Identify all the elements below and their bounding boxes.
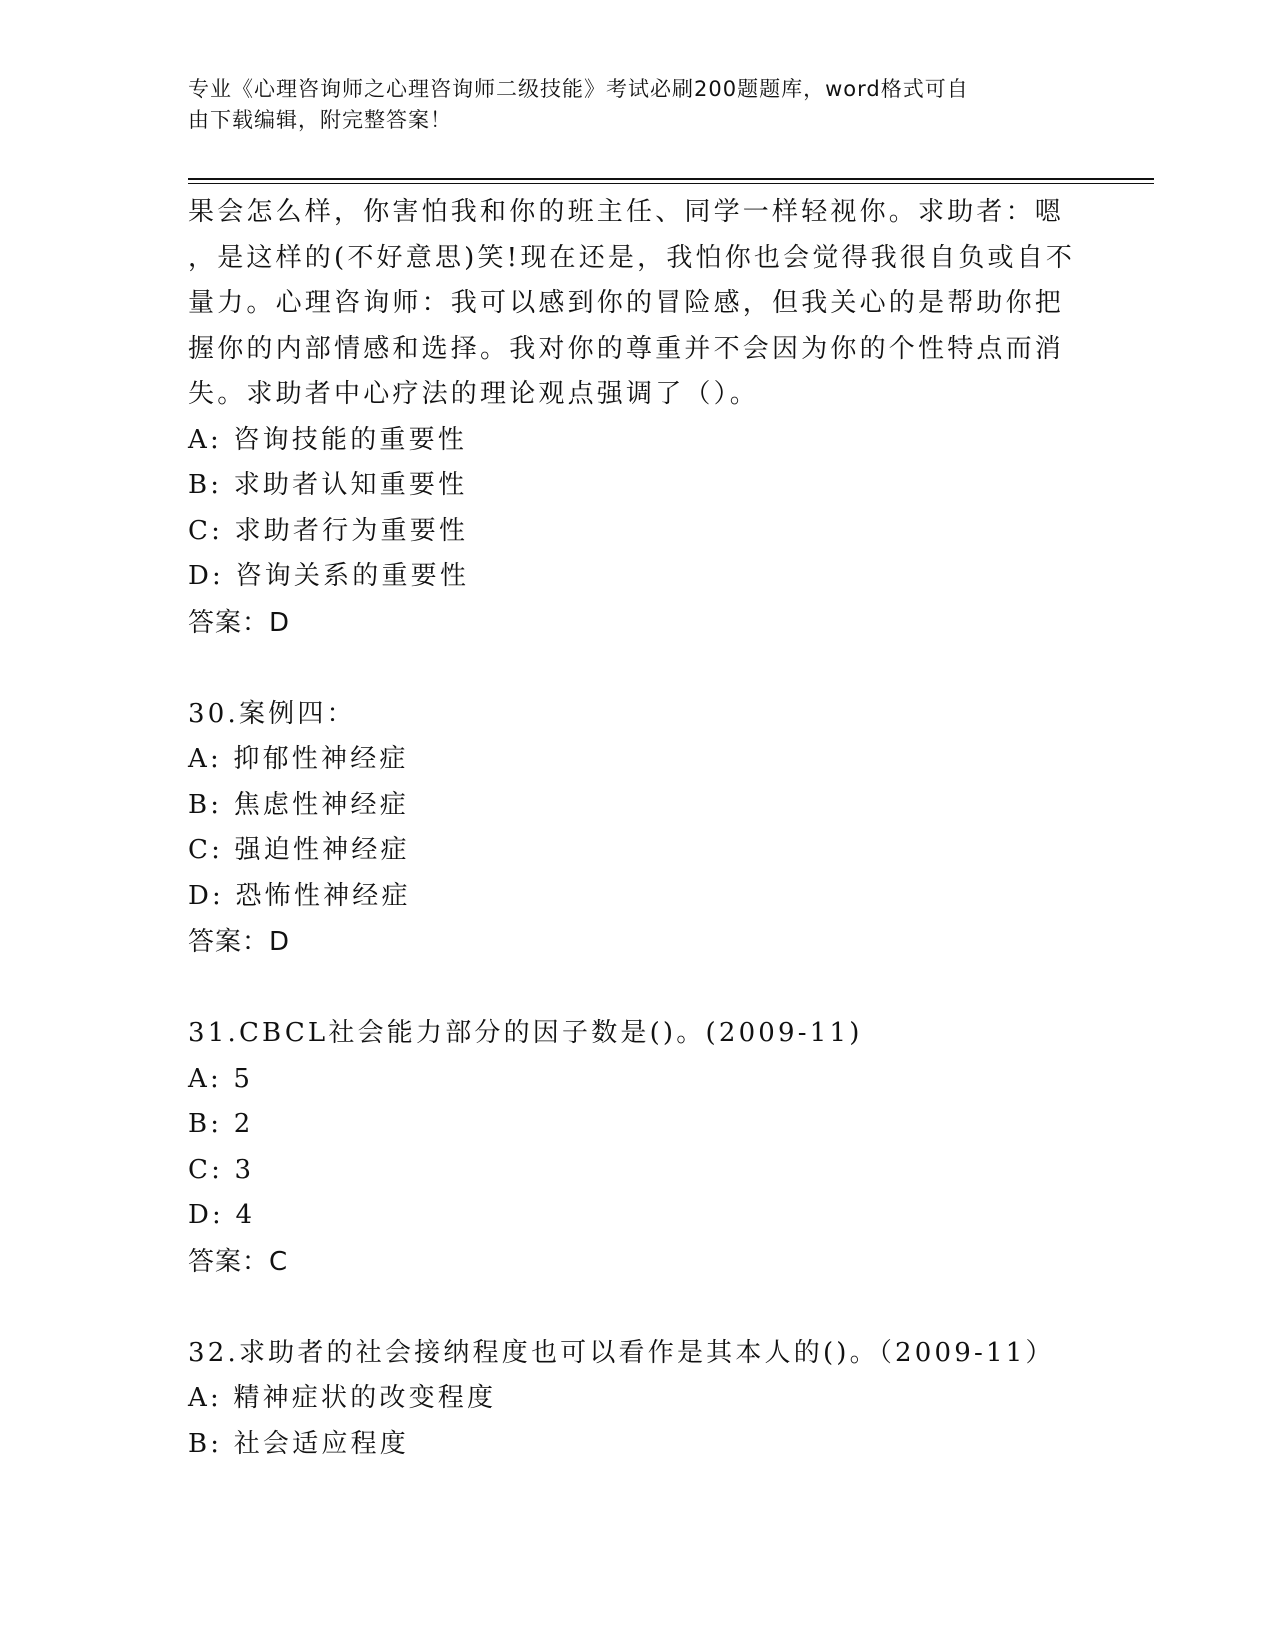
option-a: A: 抑郁性神经症 [188,744,409,774]
option-d: D: 咨询关系的重要性 [188,561,470,591]
header-line-2: 由下载编辑，附完整答案！ [188,108,452,132]
document-header [188,74,1068,136]
option-b: B: 2 [188,1109,254,1139]
header-rule-thin [188,183,1154,184]
option-c: C: 求助者行为重要性 [188,515,469,546]
answer: 答案：D [188,607,291,638]
question-32 [188,1331,1088,1468]
answer: 答案：D [188,927,291,957]
question-title: 30.案例四： [188,698,356,729]
stem-line: 失。求助者中心疗法的理论观点强调了（）。 [188,379,760,409]
stem-line: 果会怎么样，你害怕我和你的班主任、同学一样轻视你。求助者：嗯 [188,197,1065,227]
question-title: 31.CBCL社会能力部分的因子数是()。(2009-11) [188,1018,863,1048]
question-30 [188,692,1088,966]
stem-line: 握你的内部情感和选择。我对你的尊重并不会因为你的个性特点而消 [188,333,1065,364]
header-line-1: 专业《心理咨询师之心理咨询师二级技能》考试必刷200题题库，word格式可自 [188,77,969,101]
question-29-stem [188,190,1088,418]
option-c: C: 3 [188,1154,255,1185]
spacer [188,646,1088,692]
option-a: A: 精神症状的改变程度 [188,1383,497,1413]
spacer [188,1285,1088,1331]
option-d: D: 恐怖性神经症 [188,880,411,911]
option-a: A: 5 [188,1063,254,1094]
stem-line: ，是这样的(不好意思)笑!现在还是，我怕你也会觉得我很自负或自不 [188,242,1076,273]
spacer [188,965,1088,1011]
option-a: A: 咨询技能的重要性 [188,424,468,455]
option-b: B: 求助者认知重要性 [188,470,468,500]
answer: 答案：C [188,1246,289,1277]
stem-line: 量力。心理咨询师：我可以感到你的冒险感，但我关心的是帮助你把 [188,288,1065,318]
option-b: B: 焦虑性神经症 [188,789,409,820]
question-title: 32.求助者的社会接纳程度也可以看作是其本人的()。（2009-11） [188,1337,1055,1368]
option-b: B: 社会适应程度 [188,1428,409,1459]
question-29 [188,190,1088,646]
question-31 [188,1011,1088,1285]
header-rule-thick [188,178,1154,180]
document-body [188,190,1088,1467]
option-c: C: 强迫性神经症 [188,835,410,865]
option-d: D: 4 [188,1200,256,1230]
